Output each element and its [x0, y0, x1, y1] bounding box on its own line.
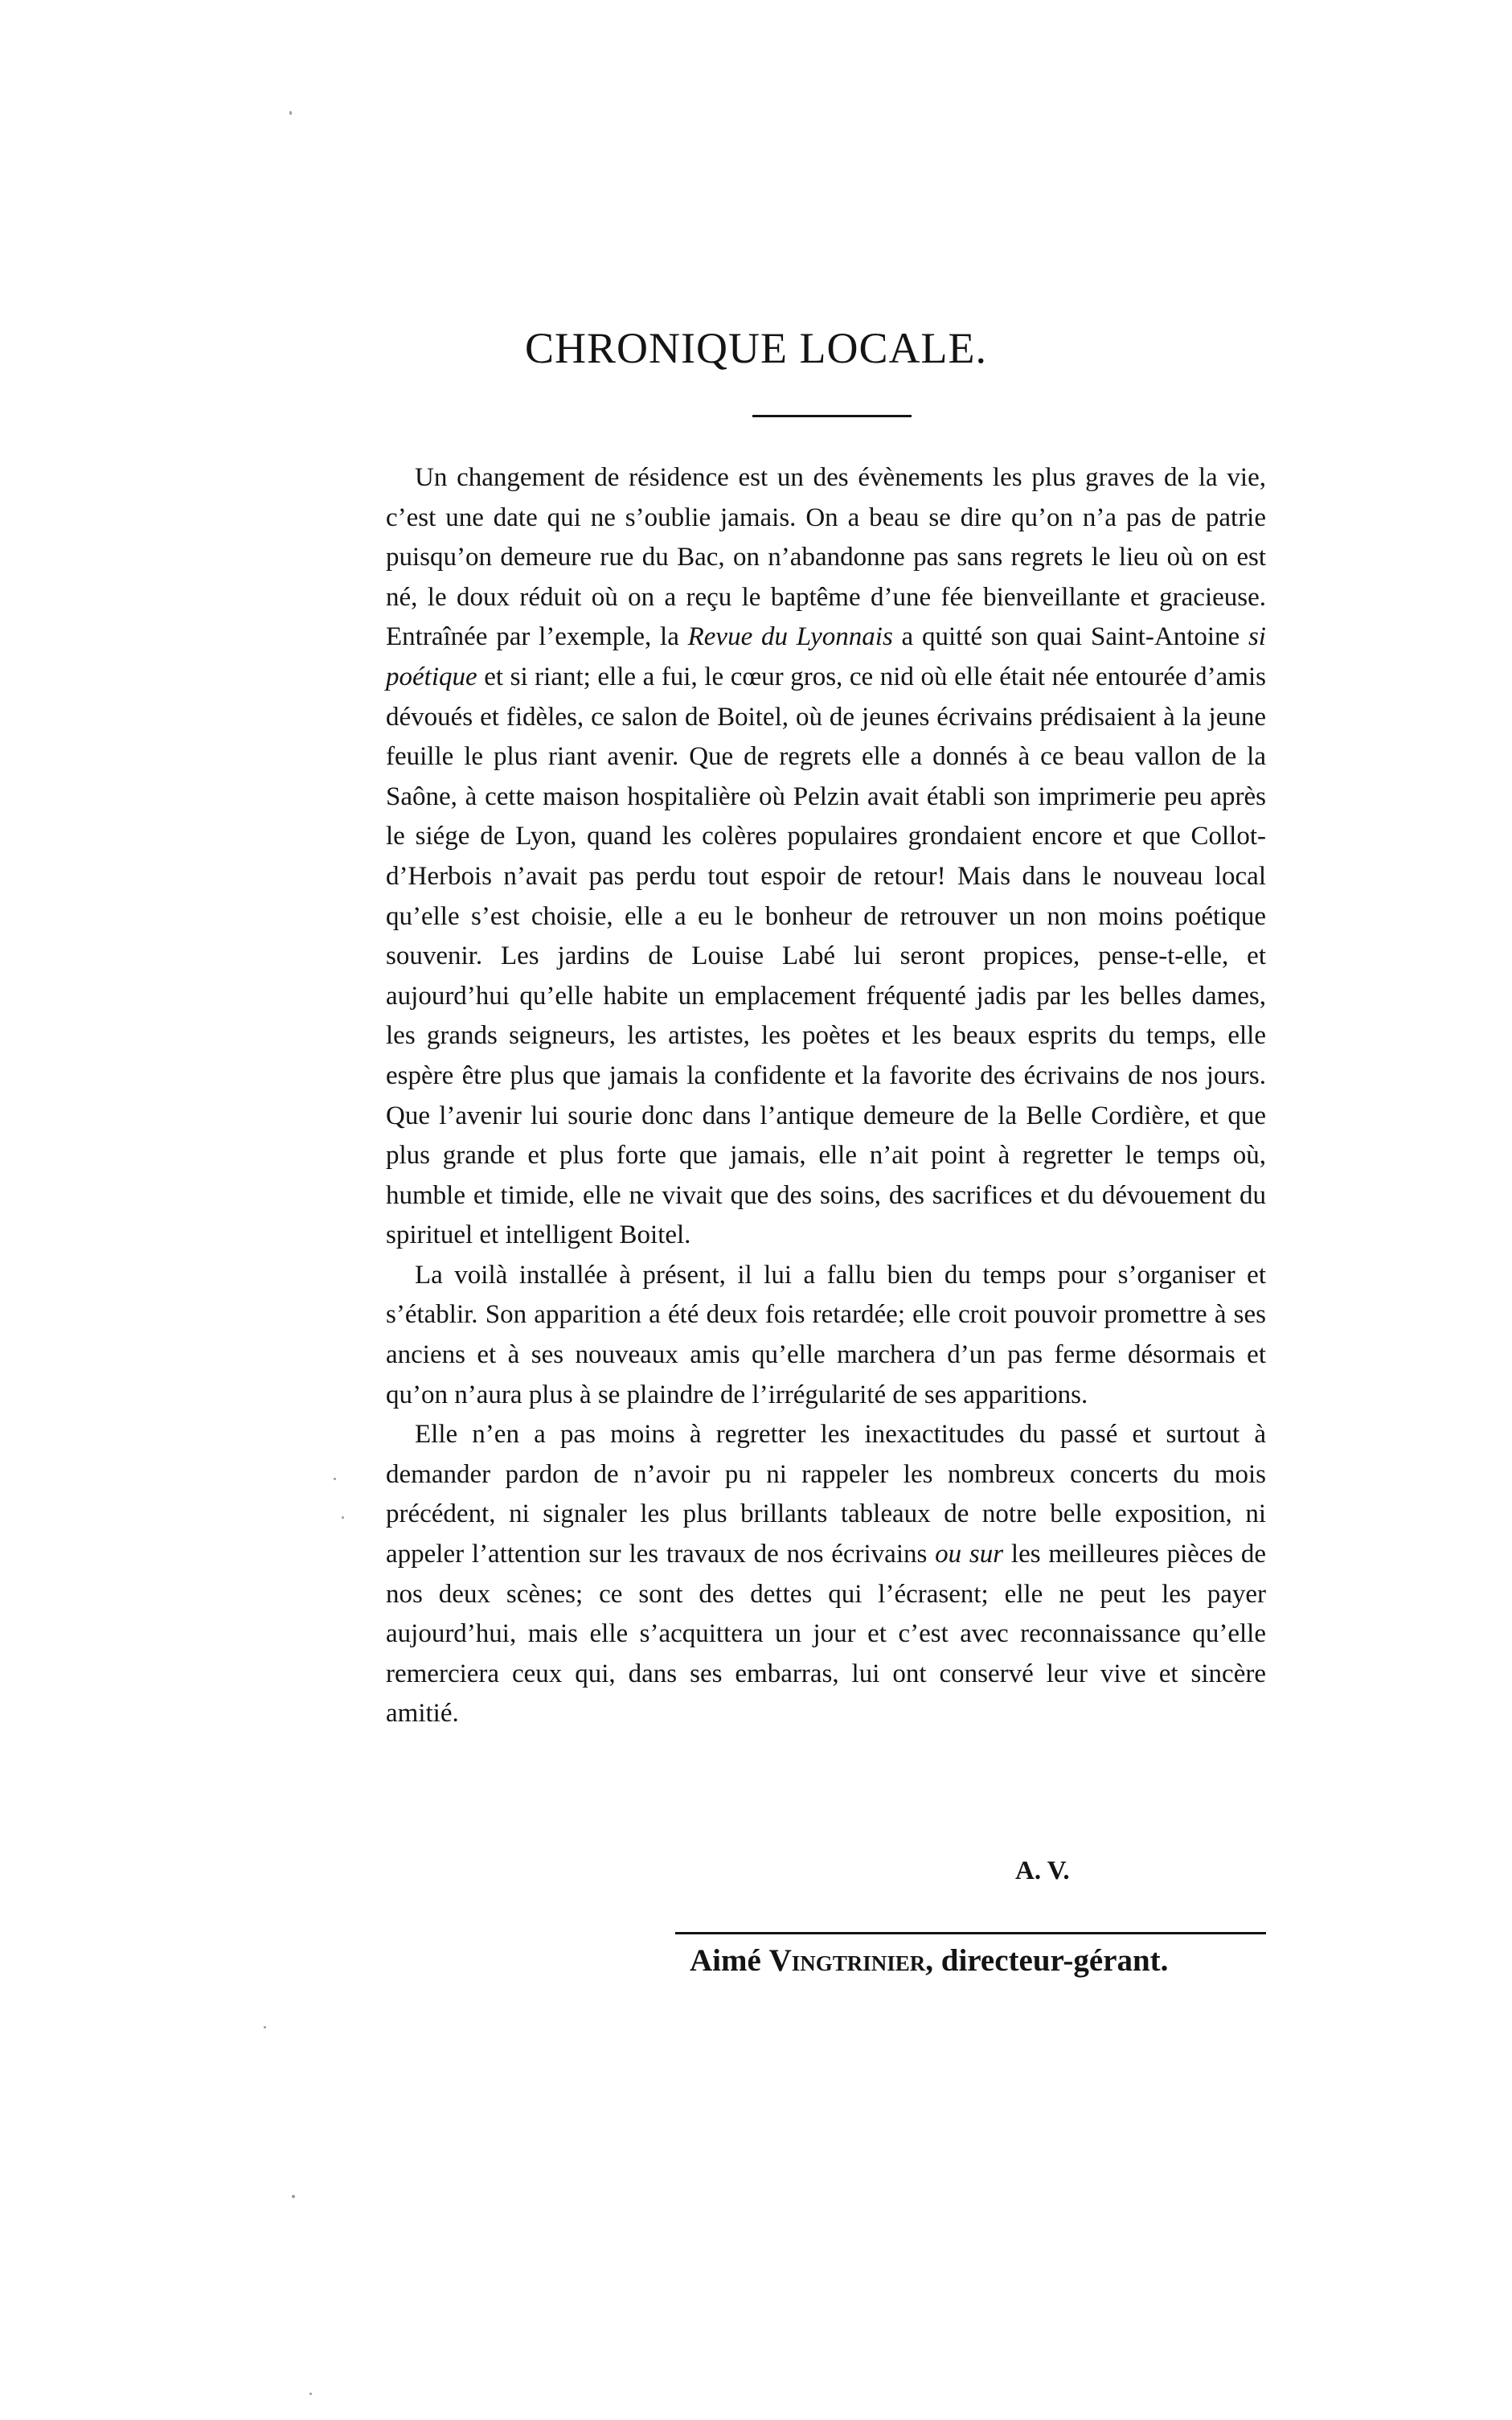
footer-divider — [675, 1932, 1266, 1934]
italic-text: si poétique — [386, 622, 1266, 691]
italic-text: Revue du Lyonnais — [687, 622, 893, 652]
director-first-name: Aimé — [690, 1943, 769, 1978]
paper-speck — [309, 2393, 312, 2395]
paper-speck — [289, 111, 292, 115]
paragraph-text: Un changement de résidence est un des évènements les plus graves de la vie, c’est une date qui ne s’oublie jamais. On a beau se dire qu’on n’a pas de patrie puisqu’on demeure rue du Bac, on n’abandonne pas sans regrets le lieu où on est né, le doux réduit où on a reçu le baptême d’une fée bienveillante et gracieuse. Entraînée par l’exemple, la — [386, 463, 1266, 652]
article-body — [386, 458, 1266, 1734]
italic-text: ou sur — [935, 1540, 1004, 1569]
paragraph-text: Elle n’en a pas moins à regretter les inexactitudes du passé et surtout à demander pardon de n’avoir pu ni rappeler les nombreux concerts du mois précédent, ni signaler les plus brillants tableaux de notre belle exposition, ni appeler l’attention sur les travaux de nos écrivains — [386, 1420, 1266, 1569]
paragraph-text: a quitté son quai Saint-Antoine — [892, 622, 1248, 652]
paper-speck — [292, 2195, 295, 2198]
paragraph-text: La voilà installée à présent, il lui a fallu bien du temps pour s’organiser et s’établir. Son apparition a été deux fois retardée; elle croit pouvoir promettre à ses anciens et à ses nouveaux amis qu’elle marchera d’un pas ferme désormais et qu’on n’aura plus à se plaindre de l’irrégularité de ses apparitions. — [386, 1260, 1266, 1409]
paragraph — [386, 458, 1266, 1256]
title-divider — [752, 415, 912, 417]
director-role: , directeur-gérant. — [925, 1943, 1169, 1978]
paragraph — [386, 1256, 1266, 1415]
paper-speck — [264, 2026, 266, 2028]
paragraph — [386, 1415, 1266, 1734]
publisher-credit — [690, 1938, 1168, 1983]
page-title: CHRONIQUE LOCALE. — [525, 324, 987, 372]
author-signature: A. V. — [1015, 1856, 1070, 1885]
paper-speck — [334, 1478, 336, 1480]
director-last-name: Vingtrinier — [768, 1943, 926, 1978]
paragraph-text: les meilleures pièces de nos deux scènes; ce sont des dettes qui l’écrasent; elle ne peut les payer aujourd’hui, mais elle s’acquittera un jour et c’est avec reconnaissance qu’elle remerciera ceux qui, dans ses embarras, lui ont conservé leur vive et sincère amitié. — [386, 1540, 1267, 1729]
paper-speck — [342, 1516, 344, 1519]
paragraph-text: et si riant; elle a fui, le cœur gros, ce nid où elle était née entourée d’amis dévoués et fidèles, ce salon de Boitel, où de jeunes écrivains prédisaient à la jeune feuille le plus riant avenir. Que de regrets elle a donnés à ce beau vallon de la Saône, à cette maison hospitalière où Pelzin avait établi son imprimerie peu après le siége de Lyon, quand les colères populaires grondaient encore et que Collot-d’Herbois n’avait pas perdu tout espoir de retour! Mais dans le nouveau local qu’elle s’est choisie, elle a eu le bonheur de retrouver un non moins poétique souvenir. Les jardins de Louise Labé lui seront propices, pense-t-elle, et aujourd’hui qu’elle habite un emplacement fréquenté jadis par les belles dames, les grands seigneurs, les artistes, les poètes et les beaux esprits du temps, elle espère être plus que jamais la confidente et la favorite des écrivains de nos jours. Que l’avenir lui sourie donc dans l’antique demeure de la Belle Cordière, et que plus grande et plus forte que jamais, elle n’ait point à regretter le temps où, humble et timide, elle ne vivait que des soins, des sacrifices et du dévouement du spirituel et intelligent Boitel. — [386, 662, 1266, 1250]
